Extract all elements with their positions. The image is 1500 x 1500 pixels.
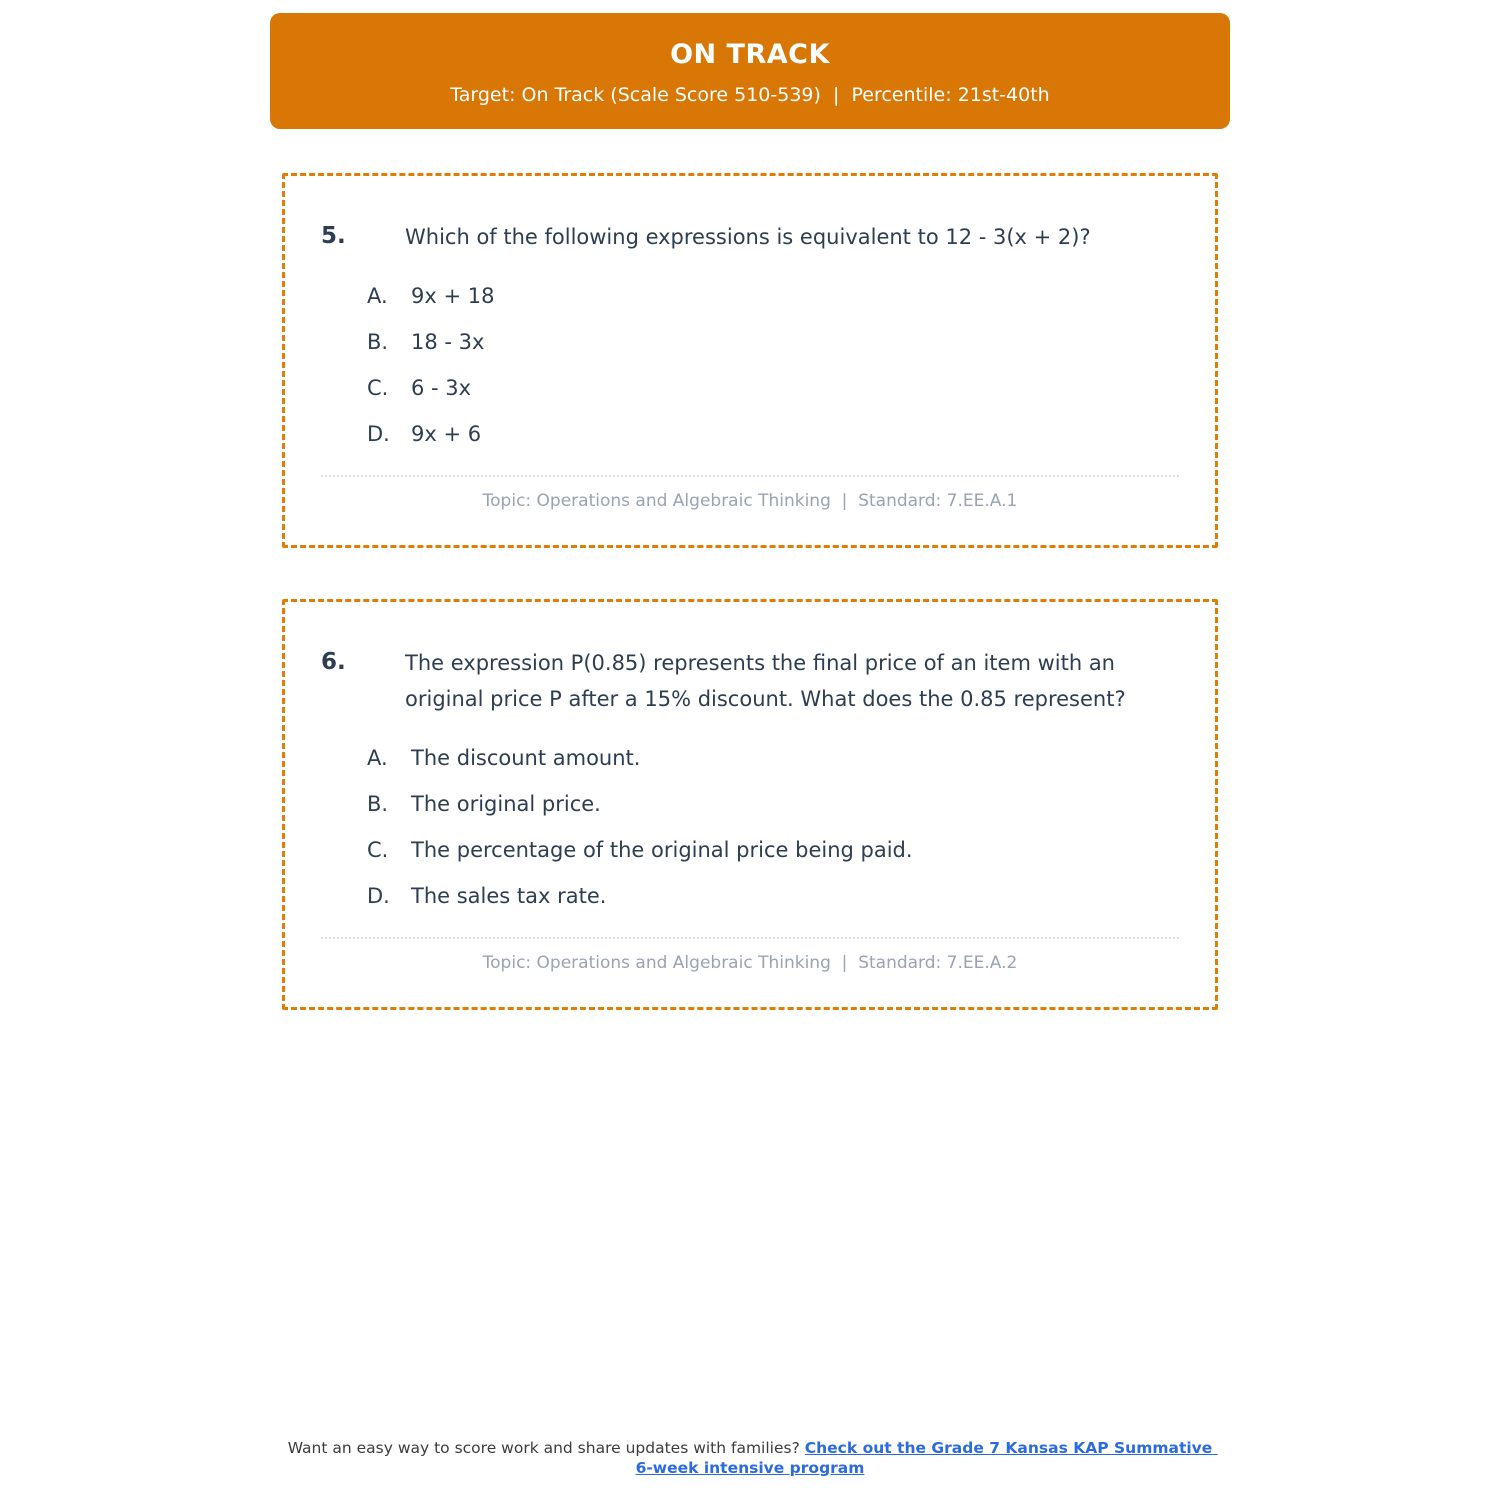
question-card-6	[282, 599, 1218, 1010]
question-meta: Topic: Operations and Algebraic Thinking | Standard: 7.EE.A.2	[482, 953, 1018, 973]
banner-subtitle: Target: On Track (Scale Score 510-539) | Percentile: 21st-40th	[450, 84, 1050, 106]
divider	[321, 475, 1179, 477]
divider	[321, 937, 1179, 939]
option-letter: D.	[367, 884, 390, 908]
option-d	[367, 419, 1179, 449]
score-band-banner	[270, 13, 1230, 129]
banner-title: ON TRACK	[670, 39, 830, 70]
option-letter: A.	[367, 746, 388, 770]
option-text: The sales tax rate.	[411, 884, 607, 908]
question-text: Which of the following expressions is equivalent to 12 - 3(x + 2)?	[405, 225, 1091, 249]
question-number: 6.	[321, 649, 346, 675]
question-card-5	[282, 173, 1218, 548]
option-text: The percentage of the original price being paid.	[411, 838, 913, 862]
question-row	[321, 645, 1179, 717]
option-a	[367, 281, 1179, 311]
question-row	[321, 219, 1179, 255]
option-text: 6 - 3x	[411, 376, 472, 400]
option-b	[367, 789, 1179, 819]
option-d	[367, 881, 1179, 911]
options-list	[321, 281, 1179, 449]
option-text: 9x + 6	[411, 422, 482, 446]
options-list	[321, 743, 1179, 911]
option-text: The original price.	[411, 792, 601, 816]
footer-text: Want an easy way to score work and share updates with families?	[287, 1439, 805, 1457]
footer-program-link[interactable]: Check out the Grade 7 Kansas KAP Summative 6-week intensive program	[635, 1439, 1218, 1477]
option-letter: A.	[367, 284, 388, 308]
option-b	[367, 327, 1179, 357]
option-text: 9x + 18	[411, 284, 495, 308]
option-letter: C.	[367, 838, 389, 862]
option-a	[367, 743, 1179, 773]
option-text: The discount amount.	[411, 746, 641, 770]
option-letter: C.	[367, 376, 389, 400]
option-text: 18 - 3x	[411, 330, 485, 354]
option-letter: B.	[367, 792, 389, 816]
option-c	[367, 835, 1179, 865]
option-letter: B.	[367, 330, 389, 354]
question-text: The expression P(0.85) represents the final price of an item with an original price P after a 15% discount. What does the 0.85 represent?	[405, 651, 1126, 711]
question-number: 5.	[321, 223, 346, 249]
question-meta: Topic: Operations and Algebraic Thinking | Standard: 7.EE.A.1	[482, 491, 1018, 511]
option-letter: D.	[367, 422, 390, 446]
option-c	[367, 373, 1179, 403]
page-footer	[278, 1439, 1223, 1478]
